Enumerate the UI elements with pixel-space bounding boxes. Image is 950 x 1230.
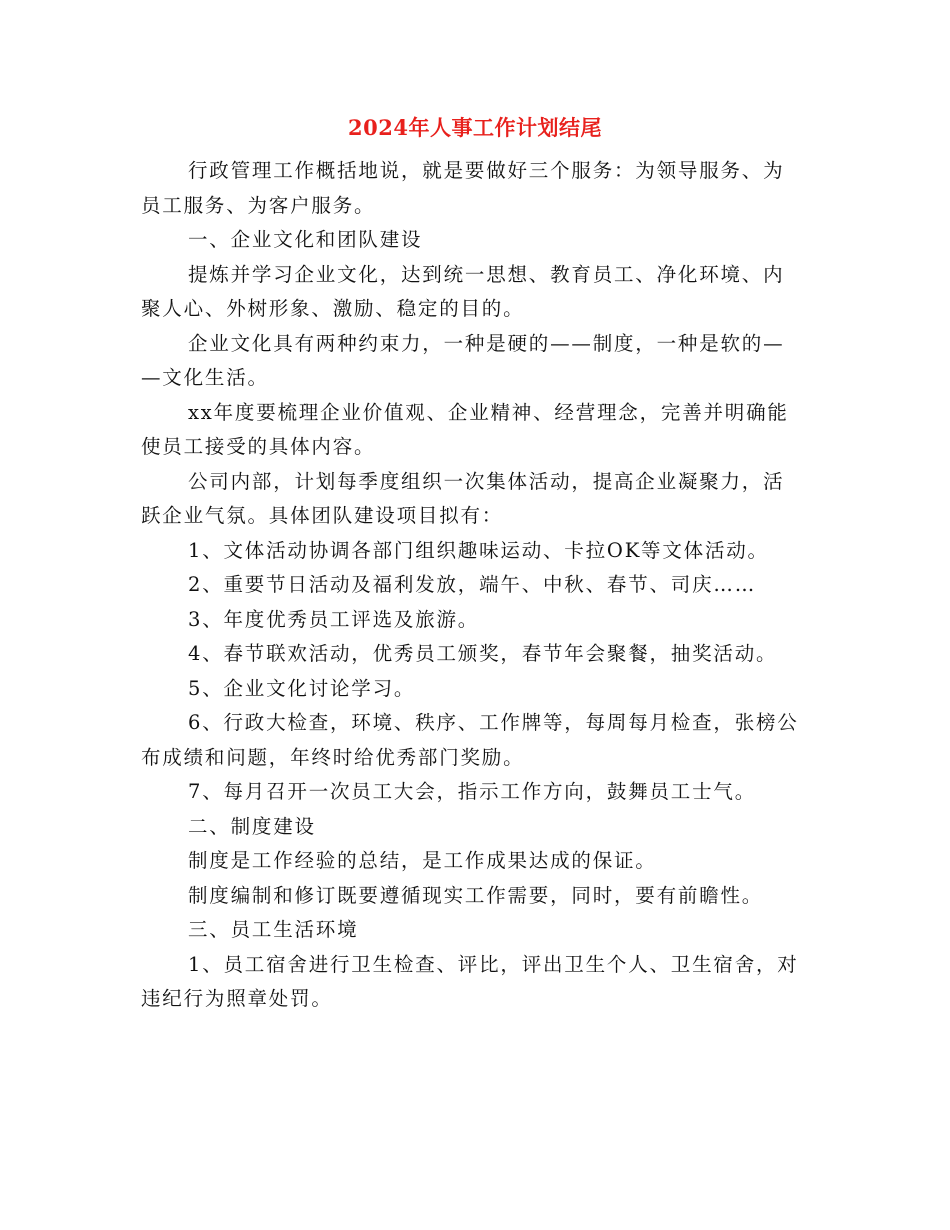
paragraph <box>141 154 808 223</box>
paragraph-line: 1、文体活动协调各部门组织趣味运动、卡拉OK等文体活动。 <box>188 538 769 562</box>
paragraph-line: 公司内部，计划每季度组织一次集体活动，提高企业凝聚力，活 <box>188 469 785 493</box>
paragraph-line: 布成绩和问题，年终时给优秀部门奖励。 <box>141 745 525 769</box>
paragraph-line: 制度是工作经验的总结，是工作成果达成的保证。 <box>188 849 657 872</box>
paragraph <box>141 258 808 327</box>
paragraph <box>141 913 808 948</box>
paragraph-line: 企业文化具有两种约束力，一种是硬的——制度，一种是软的— <box>188 331 785 355</box>
paragraph-line: 6、行政大检查，环境、秩序、工作牌等，每周每月检查，张榜公 <box>188 711 799 734</box>
paragraph-line: 1、员工宿舍进行卫生检查、评比，评出卫生个人、卫生宿舍，对 <box>188 952 799 976</box>
paragraph <box>141 948 808 1017</box>
paragraph <box>141 534 808 569</box>
paragraph <box>141 327 808 396</box>
paragraph-line: 聚人心、外树形象、激励、稳定的目的。 <box>141 297 525 320</box>
paragraph-line: 制度编制和修订既要遵循现实工作需要，同时，要有前瞻性。 <box>188 883 764 907</box>
paragraph <box>141 637 808 672</box>
paragraph-line: 4、春节联欢活动，优秀员工颁奖，春节年会聚餐，抽奖活动。 <box>188 642 778 665</box>
paragraph-line: 二、制度建设 <box>188 814 316 838</box>
document-body <box>141 154 808 1017</box>
paragraph-line: 使员工接受的具体内容。 <box>141 435 376 458</box>
paragraph-line: 三、员工生活环境 <box>188 918 359 941</box>
paragraph <box>141 465 808 534</box>
paragraph <box>141 568 808 603</box>
paragraph <box>141 879 808 914</box>
paragraph-line: 员工服务、为客户服务。 <box>141 193 376 217</box>
paragraph-line: 7、每月召开一次员工大会，指示工作方向，鼓舞员工士气。 <box>188 780 757 803</box>
paragraph <box>141 223 808 258</box>
paragraph <box>141 775 808 810</box>
paragraph-line: 跃企业气氛。具体团队建设项目拟有： <box>141 504 504 527</box>
paragraph <box>141 844 808 879</box>
paragraph-line: 违纪行为照章处罚。 <box>141 987 333 1010</box>
paragraph <box>141 810 808 845</box>
paragraph-line: xx年度要梳理企业价值观、企业精神、经营理念，完善并明确能 <box>188 400 789 424</box>
paragraph <box>141 396 808 465</box>
paragraph-line: 5、企业文化讨论学习。 <box>188 676 416 700</box>
paragraph-line: 行政管理工作概括地说，就是要做好三个服务：为领导服务、为 <box>188 159 785 182</box>
paragraph-line: 3、年度优秀员工评选及旅游。 <box>188 607 480 631</box>
paragraph-line: 2、重要节日活动及福利发放，端午、中秋、春节、司庆…… <box>188 573 757 596</box>
paragraph-line: 一、企业文化和团队建设 <box>188 228 423 251</box>
document-title: 2024年人事工作计划结尾 <box>348 115 602 140</box>
paragraph <box>141 706 808 775</box>
paragraph-line: —文化生活。 <box>141 366 269 389</box>
paragraph-line: 提炼并学习企业文化，达到统一思想、教育员工、净化环境、内 <box>188 262 785 286</box>
paragraph <box>141 672 808 707</box>
paragraph <box>141 603 808 638</box>
